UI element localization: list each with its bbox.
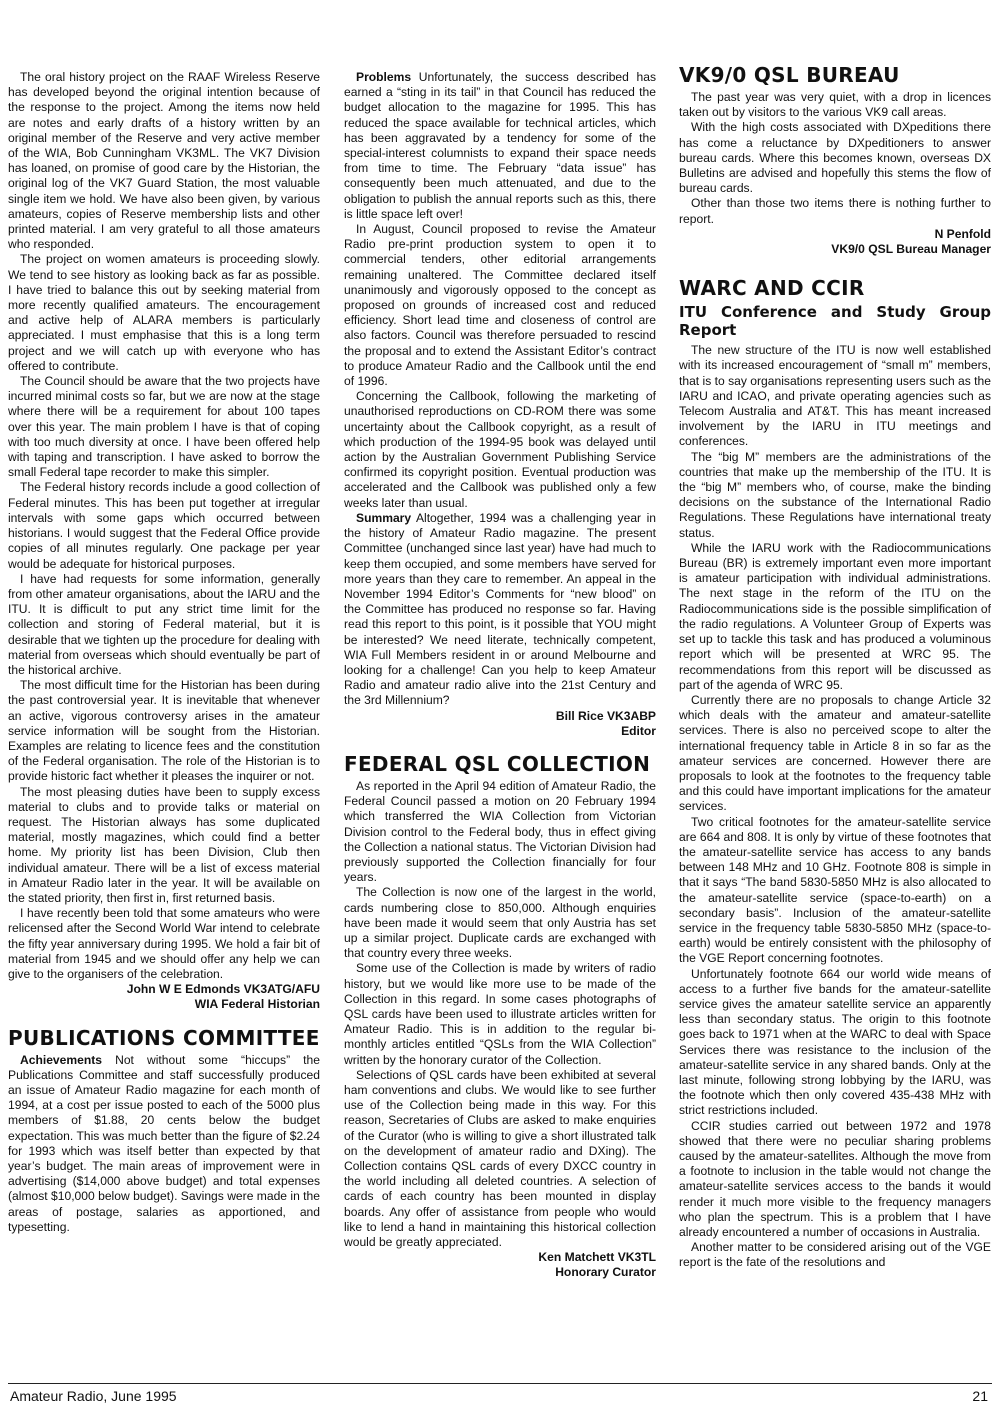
page-number: 21 <box>972 1388 988 1404</box>
paragraph: I have had requests for some information, generally from other amateur organisations, about the IARU and the ITU. It is difficult to put any strict time limit for the collection and storing of Federal material, but it is desirable that we tighten up the procedure for dealing with material from overseas which should eventually be part of the historical archive. <box>8 571 320 677</box>
section-heading-publications: PUBLICATIONS COMMITTEE <box>8 1025 320 1050</box>
paragraph-text: Not without some “hiccups” the Publications Committee and staff successfully produced an issue of Amateur Radio magazine for each month of 1994, at a cost per issue posted to each of the 5000 plus members of $1.88, 20 cents below the budget expectation. This was much better than the figure of $2.24 for 1993 which was itself better than expected by that year’s budget. The main areas of improvement were in advertising ($14,000 above budget) and total expenses (almost $10,000 below budget). Savings were made in the areas of postage, salaries as apportioned, and typesetting. <box>8 1052 320 1234</box>
paragraph: The project on women amateurs is proceeding slowly. We tend to see history as looking back as far as possible. I have tried to balance this out by seeking material from more recently qualified amateurs. The encouragement and active help of ALARA members is particularly appreciated. I must emphasise that this is a long term project and we will catch up with everyone who has offered to contribute. <box>8 252 320 373</box>
signature-name: N Penfold <box>934 226 991 241</box>
section-heading-vk9-bureau: VK9/0 QSL BUREAU <box>679 63 900 87</box>
signature-title: WIA Federal Historian <box>194 997 320 1012</box>
paragraph: The “big M” members are the administrations of the countries that make up the membership of the ITU. It is the “big M” members who, of course, make the binding decisions on the substance of the International Radio Regulations. These Regulations have international treaty status. <box>679 449 991 540</box>
paragraph: The new structure of the ITU is now well established with its increased encouragement of “small m” members, that is to say organisations representing users such as the IARU and ICAO, and private operating agencies such as Telecom Australia and AT&T. This has meant increased involvement by the IARU in ITU meetings and conferences. <box>679 343 991 449</box>
paragraph-text: Unfortunately, the success described has earned a “sting in its tail” in that Council has reduced the budget allocation to the magazine for 1995. This has reduced the space available for technical articles, which has been aggravated by a tendency for some of the special-interest columnists to expand their space needs from time to time. The February “data issue” has consequently been much attenuated, and due to the obligation to publish the annual reports such as this, there is little space left over! <box>344 70 656 221</box>
signature-name: Bill Rice VK3ABP <box>555 708 656 723</box>
paragraph: CCIR studies carried out between 1972 and 1978 showed that there were no peculiar sharing problems caused by the amateur-satellites. Although the move from a footnote to inclusion in the table would not change the amateur-satellite services access to the bands it would render it much more visible to the frequency managers who plan the spectrum. This is a problem that I have already encountered a number of occasions in Australia. <box>679 1118 991 1240</box>
signature-name: John W E Edmonds VK3ATG/AFU <box>126 982 320 997</box>
paragraph: Selections of QSL cards have been exhibited at several ham conventions and clubs. We would like to see further use of the Collection being made in this way. For this reason, Secretaries of Clubs are asked to make enquiries of the Curator (who is willing to give a short illustrated talk on the development of amateur radio and DXing). The Collection contains QSL cards of every DXCC country in the world including all deleted countries. A selection of cards of each country has been mounted in display boards. Any offer of assistance from people who would like to lend a hand in maintaining this historical collection would be greatly appreciated. <box>344 1067 656 1250</box>
paragraph: Unfortunately footnote 664 our world wide means of access to a further five bands for the amateur-satellite service gives the amateur satellite service an apparently less than secondary status. The origin to this footnote goes back to 1971 when at the WARC to deal with Space Services there was resistance to the inclusion of the amateur-satellite service in any shared bands. Only at the last minute, following strong lobbying by the IARU, was the footnote which then only covered 435-438 MHz with strict restrictions included. <box>679 966 991 1118</box>
paragraph: Concerning the Callbook, following the marketing of unauthorised reproductions on CD-ROM there was some uncertainty about the Callbook copyright, as a result of which production of the 1994-95 book was delayed until action by the Australian Government Publishing Service confirmed its copyright position. Eventual production was accelerated and the Callbook was published only a few weeks later than usual. <box>344 389 656 510</box>
paragraph: With the high costs associated with DXpeditions there has come a reluctance by DXpeditioners to answer bureau cards. Where this becomes known, overseas DX Bulletins are advised and hopefully this stems the flow of bureau cards. <box>679 120 991 196</box>
paragraph: Other than those two items there is nothing further to report. <box>679 196 991 226</box>
footer-divider <box>8 1383 992 1384</box>
signature-title: VK9/0 QSL Bureau Manager <box>831 242 991 257</box>
column-1 <box>8 70 320 1235</box>
column-2 <box>344 70 656 1281</box>
footer-publication: Amateur Radio, June 1995 <box>10 1388 177 1404</box>
paragraph-text: Altogether, 1994 was a challenging year in the history of Amateur Radio magazine. The present Committee (unchanged since last year) have had much to keep them occupied, and some members have served for more years than they care to remember. An appeal in the November 1994 Editor’s Comments for “new blood” on the Committee has produced no response so far. Having read this report to this point, is it possible that YOU might be interested? We need literate, technically competent, WIA Full Members resident in or around Melbourne and looking for a challenge! Can you help to keep Amateur Radio and amateur radio alive into the 21st Century and the 3rd Millennium? <box>344 510 656 708</box>
paragraph: The Federal history records include a good collection of Federal minutes. This has been put together at irregular intervals with some gaps which occurred between historians. I would suggest that the Federal Office provide copies of all minutes regularly. One package per year would be adequate for historical purposes. <box>8 480 320 571</box>
paragraph <box>8 1053 320 1235</box>
section-heading-warc-ccir: WARC AND CCIR <box>679 276 865 301</box>
paragraph: As reported in the April 94 edition of Amateur Radio, the Federal Council passed a motion on 20 February 1994 which transferred the WIA Collection from Victorian Division control to the Federal body, thus in effect giving the Collection a national status. The Victorian Division had previously supported the Collection financially for four years. <box>344 778 656 885</box>
paragraph: I have recently been told that some amateurs who were relicensed after the Second World War intend to celebrate the fifty year anniversary during 1995. We hold a fair bit of material from 1945 and we should offer any help we can give to the organisers of the celebration. <box>8 906 320 981</box>
paragraph: Two critical footnotes for the amateur-satellite service are 664 and 808. It is only by virtue of these footnotes that the amateur-satellite service has access to any bands between 148 MHz and 10 GHz. Footnote 808 is simple in that it says “The band 5830-5850 MHz is also allocated to the amateur-satellite service (space-to-earth) on a secondary basis”. Inclusion of the amateur-satellite service in the frequency table 5830-5850 MHz (space-to-earth) would be entirely consistent with the philosophy of the VGE Report concerning footnotes. <box>679 814 991 966</box>
paragraph: The Collection is now one of the largest in the world, cards numbering close to 850,000. Although enquiries have been made it would seem that only Austria has set up a similar project. Duplicate cards are exchanged with that country every three weeks. <box>344 885 656 961</box>
runin-heading: Problems <box>356 70 412 84</box>
paragraph: Currently there are no proposals to change Article 32 which deals with the amateur and amateur-satellite services. There is also no perceived scope to alter the international frequency table in Article 8 in so far as the amateur services are concerned. However there are proposals to look at the footnotes to the frequency table and this could have important implications for the amateur services. <box>679 692 991 814</box>
section-subheading-itu: ITU Conference and Study Group Report <box>679 303 991 340</box>
paragraph: Some use of the Collection is made by writers of radio history, but we would like more use to be made of the Collection in this regard. In some cases photographs of QSL cards have been used to illustrate articles written for Amateur Radio. This is in addition to the regular bi-monthly articles entitled “QSLs from the WIA Collection” written by the honorary curator of the Collection. <box>344 961 656 1067</box>
signature-name: Ken Matchett VK3TL <box>538 1250 656 1265</box>
paragraph: The past year was very quiet, with a drop in licences taken out by visitors to the various VK9 call areas. <box>679 90 991 120</box>
signature-title: Editor <box>621 723 656 738</box>
paragraph <box>344 511 656 709</box>
runin-heading: Achievements <box>20 1052 103 1067</box>
paragraph: The Council should be aware that the two projects have incurred minimal costs so far, but we are now at the stage where there will be a requirement for about 100 tapes over this year. The main problem I have is that of coping with too much diversity at once. I have been offered help with taping and transcription. I have asked to borrow the small Federal tape recorder to make this simpler. <box>8 374 320 480</box>
paragraph: In August, Council proposed to revise the Amateur Radio pre-print production system to open it to commercial tenders, other editorial arrangements remaining unaltered. The Committee declared itself unanimously and vigorously opposed to the concept as proposed on grounds of increased cost and reduced efficiency. Short lead time and closeness of control are also factors. Council was therefore persuaded to rescind the proposal and to extend the Assistant Editor’s contract to produce Amateur Radio and the Callbook until the end of 1996. <box>344 222 656 389</box>
paragraph: The most difficult time for the Historian has been during the past controversial year. It is inevitable that whenever an active, vigorous controversy arises in the amateur service information will be sought from the Historian. Examples are relating to licence fees and the constitution of the Federal organisation. The role of the Historian is to provide historic fact whether it pleases the inquirer or not. <box>8 678 320 784</box>
paragraph <box>344 70 656 222</box>
signature-title: Honorary Curator <box>555 1265 656 1280</box>
paragraph: The oral history project on the RAAF Wireless Reserve has developed beyond the original intention because of the response to the project. Among the items now held are notes and early drafts of a history written by an original member of the Reserve and very active member of the WIA, Bob Cunningham VK3ML. The VK7 Division has loaned, on promise of good care by the Historian, the original log of the VK7 Guard Station, the most valuable single item we hold. We have also been given, by various amateurs, copies of Reserve membership lists and other printed material. I am very grateful to all those amateurs who responded. <box>8 70 320 252</box>
section-heading-federal-qsl: FEDERAL QSL COLLECTION <box>344 751 651 776</box>
paragraph: While the IARU work with the Radiocommunications Bureau (BR) is extremely important even more important is amateur participation with individual administrations. The next stage in the reform of the ITU on the Radiocommunications side is the possible simplification of the radio regulations. A Volunteer Group of Experts was set up to tackle this task and has produced a voluminous report which will be presented at WRC 95. The recommendations from this report will be discussed as part of the agenda of WRC 95. <box>679 540 991 692</box>
paragraph: The most pleasing duties have been to supply excess material to clubs and to provide talks or material on request. The Historian always has some duplicated material, mostly magazines, which could find a better home. My priority list has been Division, Club then individual amateur. There will be a list of excess material in Amateur Radio later in the year. It will be available on the stated priority, then first in, first returned basis. <box>8 784 320 905</box>
paragraph: Another matter to be considered arising out of the VGE report is the fate of the resolutions and <box>679 1240 991 1270</box>
runin-heading: Summary <box>356 510 412 525</box>
column-3 <box>679 64 991 1271</box>
